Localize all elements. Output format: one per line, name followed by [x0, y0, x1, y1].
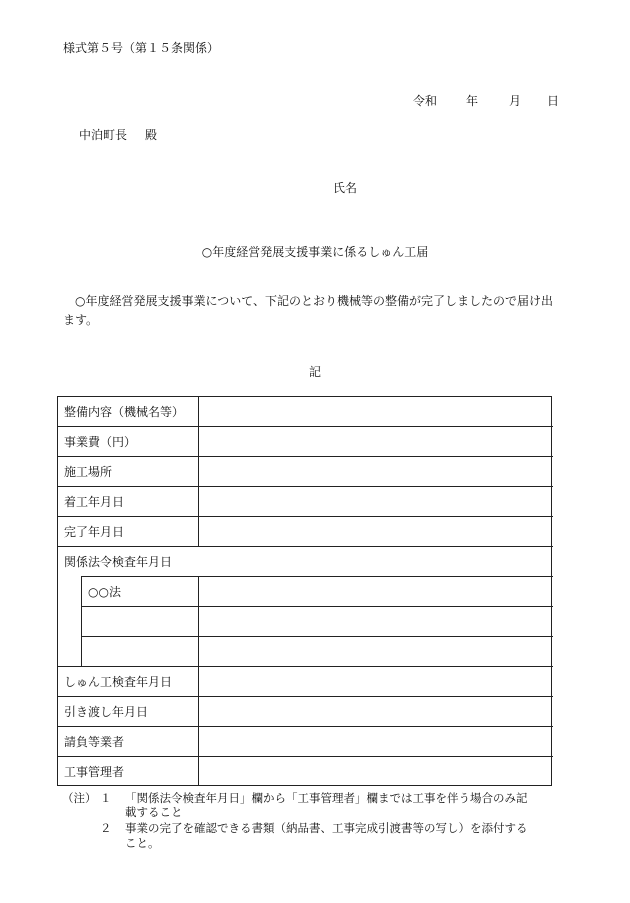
row-label-regulation-inspection-date: 関係法令検査年月日: [64, 555, 173, 569]
addressee-suffix: 殿: [145, 128, 158, 142]
row-label-project-cost: 事業費（円）: [64, 435, 137, 449]
note-1-line2: 載すること: [125, 805, 183, 819]
row-label-completion-date: 完了年月日: [64, 525, 125, 539]
date-month-label: 月: [509, 94, 522, 108]
notes-prefix: （注）: [62, 791, 97, 805]
row-label-start-date: 着工年月日: [64, 495, 125, 509]
date-era: 令和: [413, 94, 438, 108]
row-label-handover-date: 引き渡し年月日: [64, 705, 149, 719]
record-table: [57, 396, 552, 786]
note-1-line1: 「関係法令検査年月日」欄から「工事管理者」欄までは工事を伴う場合のみ記: [125, 791, 528, 805]
date-day-label: 日: [547, 94, 560, 108]
note-2-number: ２: [100, 821, 112, 835]
row-label-equipment: 整備内容（機械名等）: [64, 405, 185, 419]
row-label-oo-law: ○○法: [88, 585, 121, 599]
row-label-construction-site: 施工場所: [64, 465, 113, 479]
row-label-construction-manager: 工事管理者: [64, 765, 125, 779]
note-1-number: １: [100, 791, 112, 805]
date-year-label: 年: [466, 94, 479, 108]
form-number: 様式第５号（第１５条関係）: [63, 41, 220, 55]
row-label-completion-inspection-date: しゅん工検査年月日: [64, 675, 173, 689]
note-2-line2: こと。: [125, 836, 160, 850]
document-body: ○年度経営発展支援事業について、下記のとおり機械等の整備が完了しましたので届け出ます。: [63, 294, 553, 327]
document-title: ○年度経営発展支援事業に係るしゅん工届: [201, 245, 429, 259]
note-2-line1: 事業の完了を確認できる書類（納品書、工事完成引渡書等の写し）を添付する: [125, 821, 528, 835]
row-label-contractor: 請負等業者: [64, 735, 125, 749]
ki-label: 記: [308, 365, 321, 379]
applicant-name-label: 氏名: [333, 181, 358, 195]
addressee: 中泊町長: [79, 128, 128, 142]
